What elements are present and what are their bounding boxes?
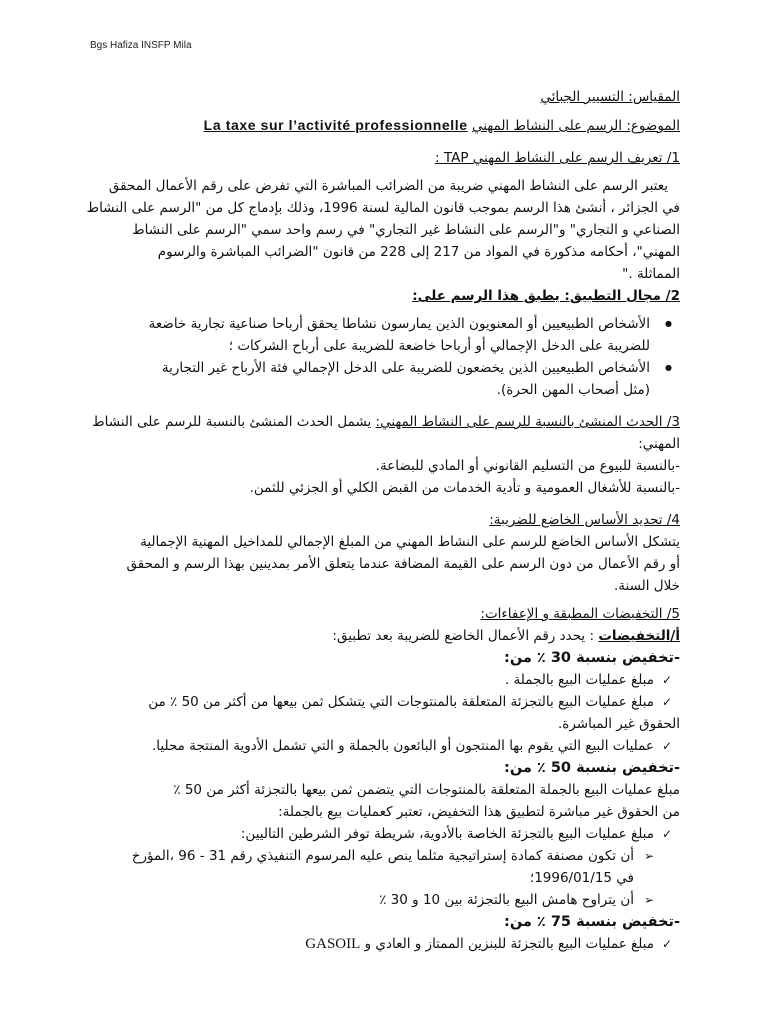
section-1-line: في الجزائر ، أنشئ هذا الرسم بموجب قانون المالية لسنة 1996، وذلك بإدماج كل من "الرسم على النشاط <box>86 200 680 216</box>
list-item-line: للضريبة على الدخل الإجمالي أو أرباحا خاضعة للضريبة على أرباح الشركات ؛ <box>228 338 650 354</box>
check-item-line: ✓ مبلغ عمليات البيع بالتجزئة المتعلقة بالمنتوجات التي يتشكل ثمن بيعها من أكثر من 50 ٪ من <box>148 694 654 710</box>
section-4-line: خلال السنة. <box>613 578 680 594</box>
page-header: Bgs Hafiza INSFP Mila <box>90 40 192 51</box>
reduction-50-line: من الحقوق غير مباشرة لتطبيق هذا التخفيض، تعتبر كعمليات بيع بالجملة: <box>278 804 680 820</box>
check-item <box>60 691 680 735</box>
section-4-title: 4/ تحديد الأساس الخاضع للضريبة: <box>489 512 680 528</box>
arrow-item <box>60 845 680 889</box>
check-item-line: الحقوق غير المباشرة. <box>557 716 680 732</box>
reduction-30-heading: -تخفيض بنسبة 30 ٪ من: <box>504 650 680 666</box>
reduction-75-text: مبلغ عمليات البيع بالتجزئة للبنزين الممتاز و العادي و <box>360 936 654 952</box>
section-1-line: المهني"، أحكامه مذكورة في المواد من 217 إلى 228 من قانون "الضرائب المباشرة والرسوم <box>157 244 680 260</box>
list-item-line: ● الأشخاص الطبيعيين الذين يخضعون للضريبة على الدخل الإجمالي فئة الأرباح غير التجارية <box>161 360 650 376</box>
list-item-line: ● الأشخاص الطبيعيين أو المعنويون الذين يمارسون نشاطا يحقق أرباحا صناعية تجارية خاضعة <box>148 316 650 332</box>
list-item-line: (مثل أصحاب المهن الحرة). <box>496 382 650 398</box>
check-item-line: ✓ مبلغ عمليات البيع بالتجزئة الخاصة بالأدوية، شريطة توفر الشرطين التاليين: <box>240 826 654 842</box>
section-2-list <box>60 313 680 401</box>
section-1-line: المماثلة ." <box>622 266 680 282</box>
arrow-item-line: في 1996/01/15؛ <box>529 870 634 886</box>
reductions-intro <box>60 625 680 647</box>
check-item-line <box>60 933 654 955</box>
section-3-line: -بالنسبة للأشغال العمومية و تأدية الخدمات من القبض الكلي أو الجزئي للثمن. <box>249 480 680 496</box>
list-item <box>60 357 680 401</box>
section-1-title: 1/ تعريف الرسم على النشاط المهني TAP : <box>435 150 680 166</box>
reduction-50-line: مبلغ عمليات البيع بالجملة المتعلقة بالمنتوجات التي يتضمن ثمن بيعها بالتجزئة أكثر من 50 ٪ <box>173 782 680 798</box>
arrow-item <box>60 889 680 911</box>
subject-french-title: La taxe sur l’activité professionnelle <box>203 117 468 133</box>
reduction-50-heading: -تخفيض بنسبة 50 ٪ من: <box>504 760 680 776</box>
document-body <box>60 86 680 955</box>
list-item <box>60 313 680 357</box>
arrow-item-line: ➢ أن تكون مصنفة كمادة إستراتيجية مثلما ينص عليه المرسوم التنفيذي رقم 31 - 96 ،المؤرخ <box>131 848 634 864</box>
gasoil-term: GASOIL <box>305 936 361 952</box>
section-1-line: يعتبر الرسم على النشاط المهني ضريبة من الضرائب المباشرة التي تفرض على رقم الأعمال المحقق <box>108 178 668 194</box>
section-3-title: 3/ الحدث المنشئ بالنسبة للرسم على النشاط المهني: <box>375 414 680 430</box>
check-item <box>60 933 680 955</box>
section-3-title-rest-2: المهني: <box>638 436 680 452</box>
reduction-75-heading: -تخفيض بنسبة 75 ٪ من: <box>504 914 680 930</box>
section-3-title-rest: يشمل الحدث المنشئ بالنسبة للرسم على النشاط <box>92 414 376 430</box>
reductions-intro-rest: : يحدد رقم الأعمال الخاضع للضريبة بعد تطبيق: <box>332 628 599 644</box>
check-item <box>60 735 680 757</box>
section-1-line: الصناعي و التجاري" و"الرسم على النشاط غير التجاري" في رسم واحد سمي "الرسم على النشاط <box>132 222 680 238</box>
section-4-line: يتشكل الأساس الخاضع للرسم على النشاط المهني من المبلغ الإجمالي للمداخيل المهنية الإجمالية <box>140 534 680 550</box>
section-2-title: 2/ مجال التطبيق: يطبق هذا الرسم على: <box>412 288 680 304</box>
check-item-line: ✓ عمليات البيع التي يقوم بها المنتجون أو البائعون بالجملة و التي تشمل الأدوية المنتجة محليا. <box>152 738 654 754</box>
section-3-title-line <box>60 411 680 433</box>
check-item <box>60 669 680 691</box>
check-item <box>60 823 680 845</box>
reductions-label: أ/التخفيضات <box>598 628 680 644</box>
arrow-item-line: ➢ أن يتراوح هامش البيع بالتجزئة بين 10 و 30 ٪ <box>379 892 634 908</box>
subject-label: الموضوع: الرسم على النشاط المهني <box>471 118 680 134</box>
section-1-body <box>60 175 680 285</box>
module-line: المقياس: التسيير الجبائي <box>540 89 680 105</box>
section-3-line: -بالنسبة للبيوع من التسليم القانوني أو المادي للبضاعة. <box>375 458 680 474</box>
section-5-title: 5/ التخفيضات المطبقة و الإعفاءات: <box>480 606 680 622</box>
section-4-line: أو رقم الأعمال من دون الرسم على القيمة المضافة عندما يتعلق الأمر بمدينين بهذا الرسم و المحقق <box>126 556 680 572</box>
subject-line <box>60 114 680 137</box>
check-item-line: ✓ مبلغ عمليات البيع بالجملة . <box>504 672 654 688</box>
